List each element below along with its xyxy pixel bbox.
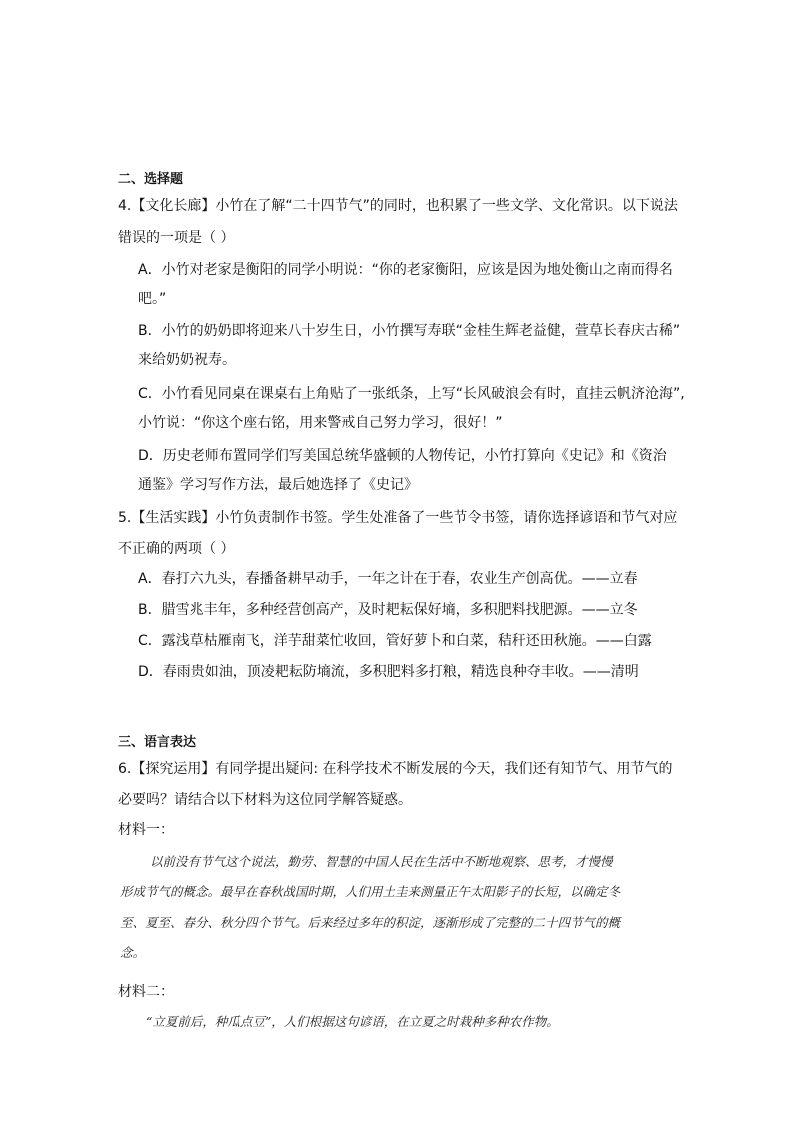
question-6-text: 6.【探究运用】有同学提出疑问: 在科学技术不断发展的今天，我们还有知节气、用节气的 — [118, 761, 673, 777]
q5-option-d: D．春雨贵如油，顶凌耙耘防墒流，多积肥料多打粮，精选良种夺丰收。——清明 — [138, 664, 639, 680]
material-1-line: 形成节气的概念。最早在春秋战国时期，人们用土圭来测量正午太阳影子的长短，以确定冬 — [120, 884, 621, 899]
q4-option-d-cont: 通鉴》学习写作方法，最后她选择了《史记》 — [138, 477, 418, 493]
q4-option-a: A．小竹对老家是衡阳的同学小明说：“你的老家衡阳，应该是因为地处衡山之南而得名 — [138, 262, 673, 278]
question-5-text: 5.【生活实践】小竹负责制作书签。学生处准备了一些节令书签，请你选择谚语和节气对应 — [118, 510, 678, 526]
section-title-choice: 二、选择题 — [118, 172, 184, 187]
q4-option-b-cont: 来给奶奶祝寿。 — [138, 352, 236, 368]
question-4-text-cont: 错误的一项是（ ） — [118, 230, 235, 246]
q5-option-a: A．春打六九头，春播备耕早动手，一年之计在于春，农业生产创高优。——立春 — [138, 571, 638, 587]
q5-option-b: B．腊雪兆丰年，多种经营创高产，及时耙耘保好墒，多积肥料找肥源。——立冬 — [138, 602, 638, 618]
material-1-label: 材料一： — [118, 822, 174, 838]
q4-option-b: B．小竹的奶奶即将迎来八十岁生日，小竹撰写寿联“金桂生辉老益健，萱草长春庆古稀” — [138, 323, 681, 339]
question-6-text-cont: 必要吗？请结合以下材料为这位同学解答疑惑。 — [118, 792, 412, 808]
question-4-text: 4.【文化长廊】小竹在了解“二十四节气”的同时，也积累了一些文学、文化常识。以下说法 — [118, 198, 678, 214]
material-1-line: 以前没有节气这个说法，勤劳、智慧的中国人民在生活中不断地观察、思考，才慢慢 — [150, 854, 613, 869]
section-title-language: 三、语言表达 — [118, 735, 197, 750]
q4-option-c: C．小竹看见同桌在课桌右上角贴了一张纸条，上写“长风破浪会有时，直挂云帆济沧海”, — [138, 386, 685, 402]
material-1-line: 至、夏至、春分、秋分四个节气。后来经过多年的积淀，逐渐形成了完整的二十四节气的概 — [120, 915, 621, 930]
question-5-text-cont: 不正确的两项（ ） — [118, 541, 235, 557]
q5-option-c: C．露浅草枯雁南飞，洋芋甜菜忙收回，管好萝卜和白菜，秸秆还田秋施。——白露 — [138, 633, 652, 649]
q4-option-d: D．历史老师布置同学们写美国总统华盛顿的人物传记，小竹打算向《史记》和《资治 — [138, 448, 667, 464]
q4-option-a-cont: 吧。” — [138, 291, 167, 307]
material-2-label: 材料二： — [118, 984, 174, 1000]
material-2-line: “立夏前后，种瓜点豆”，人们根据这句谚语，在立夏之时栽种多种农作物。 — [146, 1014, 559, 1029]
q4-option-c-cont: 小竹说：“你这个座右铭，用来警戒自己努力学习，很好！” — [138, 415, 503, 431]
material-1-line: 念。 — [120, 945, 146, 960]
